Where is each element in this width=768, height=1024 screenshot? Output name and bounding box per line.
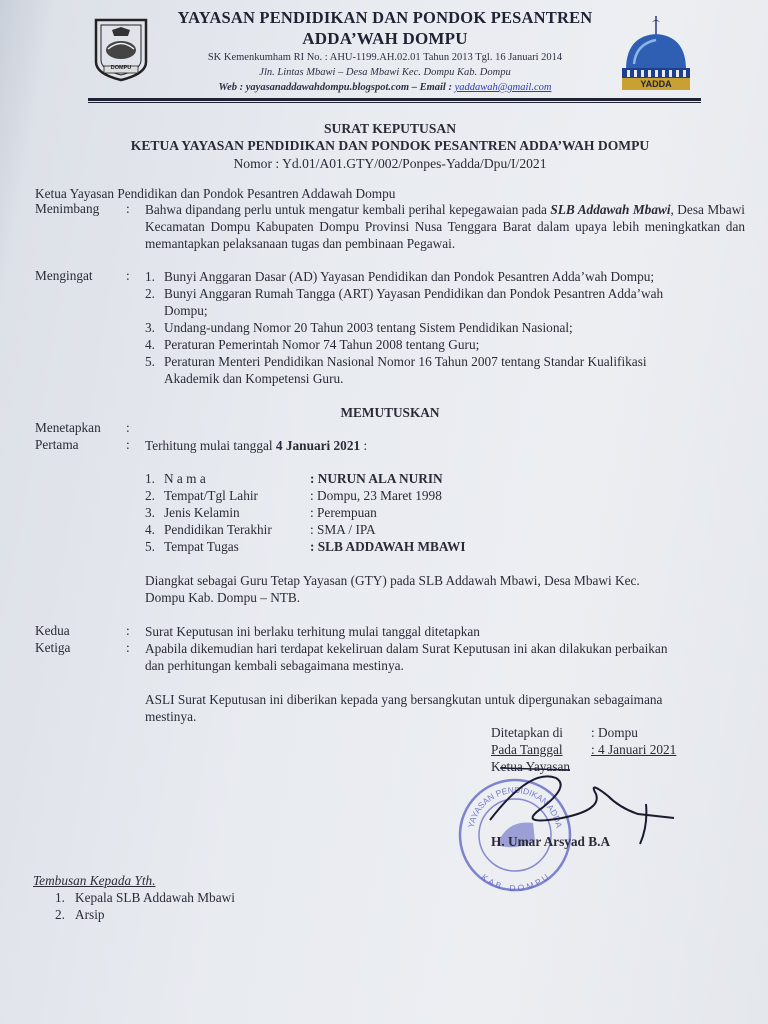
mengingat-item-2: Bunyi Anggaran Rumah Tangga (ART) Yayasan Pendidikan dan Pondok Pesantren Adda’wah — [164, 286, 664, 301]
pertama-text-pre: Terhitung mulai tanggal — [145, 438, 273, 453]
kedua-label: Kedua — [35, 623, 70, 638]
detail-key-ttl: Tempat/Tgl Lahir — [164, 488, 258, 503]
detail-no-5: 5. — [145, 539, 155, 554]
detail-value-nama: : NURUN ALA NURIN — [310, 471, 443, 486]
menimbang-text-post: , Desa Mbawi Kecamatan Dompu Kabupaten Dompu Provinsi Nusa Tenggara Barat dalam upaya lebih meningkatkan dan memantapkan pelaksanaan tugas dan pembinaan Pegawai. — [145, 202, 746, 251]
menetapkan-colon: : — [126, 420, 130, 435]
mengingat-item-5: Peraturan Menteri Pendidikan Nasional Nomor 16 Tahun 2007 tentang Standar Kualifikasi — [164, 354, 647, 369]
regency-emblem-icon — [92, 16, 150, 82]
ketiga-label: Ketiga — [35, 640, 71, 655]
tembusan-no-1: 1. — [55, 890, 65, 905]
diangkat-line2: Dompu Kab. Dompu – NTB. — [145, 590, 301, 605]
tembusan-title: Tembusan Kepada Yth. — [33, 873, 156, 888]
pertama-text-post: : — [360, 438, 368, 453]
diangkat-line1: Diangkat sebagai Guru Tetap Yayasan (GTY) pada SLB Addawah Mbawi, Desa Mbawi Kec. — [145, 573, 640, 588]
mengingat-item-3: Undang-undang Nomor 20 Tahun 2003 tentang Sistem Pendidikan Nasional; — [164, 320, 573, 335]
decree-title: SURAT KEPUTUSAN — [323, 121, 457, 136]
tanggal-label: Pada Tanggal — [491, 742, 563, 757]
detail-no-4: 4. — [145, 522, 155, 537]
right-logo — [616, 14, 696, 94]
mengingat-item-no-4: 4. — [145, 337, 155, 352]
memutuskan-heading: MEMUTUSKAN — [340, 405, 440, 420]
decree-subtitle: KETUA YAYASAN PENDIDIKAN DAN PONDOK PESANTREN ADDA’WAH DOMPU — [130, 138, 650, 153]
ketiga-line1: Apabila dikemudian hari terdapat kekeliruan dalam Surat Keputusan ini akan dilakukan perbaikan — [145, 641, 668, 656]
left-logo — [92, 16, 150, 82]
mengingat-label: Mengingat — [35, 268, 93, 283]
menimbang-colon: : — [126, 201, 130, 216]
mengingat-item-no-5: 5. — [145, 354, 155, 369]
letterhead-rule-thick — [88, 98, 701, 101]
asli-line2: mestinya. — [145, 709, 197, 724]
tembusan-item-1: Kepala SLB Addawah Mbawi — [75, 890, 235, 905]
svg-text:KAB. DOMPU — [479, 872, 550, 893]
detail-no-3: 3. — [145, 505, 155, 520]
menimbang-label: Menimbang — [35, 201, 100, 216]
web-label: Web : yayasanaddawahdompu.blogspot.com – Email : — [218, 82, 452, 93]
menetapkan-label: Menetapkan — [35, 420, 101, 435]
detail-value-workplace: : SLB ADDAWAH MBAWI — [310, 539, 466, 554]
detail-value-gender: : Perempuan — [310, 505, 377, 520]
kedua-colon: : — [126, 623, 130, 638]
detail-key-workplace: Tempat Tugas — [164, 539, 239, 554]
left-logo-caption: DOMPU — [110, 65, 132, 71]
mengingat-item-4: Peraturan Pemerintah Nomor 74 Tahun 2008 tentang Guru; — [164, 337, 480, 352]
letterhead-rule-thin — [88, 102, 701, 103]
stamp-text-top: YAYASAN PENDIDIKAN ADDA — [465, 784, 565, 829]
sk-registration: SK Kemenkumham RI No. : AHU-1199.AH.02.01 Tahun 2013 Tgl. 16 Januari 2014 — [207, 52, 563, 63]
right-logo-caption: YADDA — [640, 79, 672, 89]
menimbang-school-name: SLB Addawah Mbawi — [550, 202, 671, 217]
detail-key-gender: Jenis Kelamin — [164, 505, 240, 520]
pertama-colon: : — [126, 437, 130, 452]
pertama-label: Pertama — [35, 437, 79, 452]
pertama-date: 4 Januari 2021 — [275, 438, 361, 453]
tanggal-value: : 4 Januari 2021 — [591, 742, 677, 757]
ketiga-line2: dan perhitungan kembali sebagaimana mestinya. — [145, 658, 404, 673]
tembusan-no-2: 2. — [55, 907, 65, 922]
detail-value-ttl: : Dompu, 23 Maret 1998 — [310, 488, 442, 503]
signer-name: H. Umar Arsyad B.A — [491, 834, 611, 849]
web-email-line — [150, 82, 620, 93]
org-name-line1: YAYASAN PENDIDIKAN DAN PONDOK PESANTREN — [177, 8, 593, 27]
signer-role: Ketua Yayasan — [491, 759, 571, 774]
ditetapkan-value: : Dompu — [591, 725, 638, 740]
org-name-line2: ADDA’WAH DOMPU — [302, 29, 468, 48]
detail-key-nama: N a m a — [164, 471, 206, 486]
intro-line: Ketua Yayasan Pendidikan dan Pondok Pesantren Addawah Dompu — [35, 186, 396, 201]
menimbang-text — [145, 201, 745, 252]
mengingat-item-5-cont: Akademik dan Kompetensi Guru. — [164, 371, 344, 386]
pertama-text — [145, 437, 367, 454]
ditetapkan-label: Ditetapkan di — [491, 725, 564, 740]
mengingat-item-2-cont: Dompu; — [164, 303, 208, 318]
menimbang-text-pre: Bahwa dipandang perlu untuk mengatur kembali perihal kepegawaian pada — [145, 202, 547, 217]
mengingat-colon: : — [126, 268, 130, 283]
mengingat-item-no-2: 2. — [145, 286, 155, 301]
email-link[interactable]: yaddawah@gmail.com — [454, 82, 552, 93]
detail-value-education: : SMA / IPA — [310, 522, 376, 537]
tembusan-item-2: Arsip — [75, 907, 105, 922]
detail-no-2: 2. — [145, 488, 155, 503]
stamp-text-bottom: KAB. DOMPU — [479, 871, 551, 894]
address-line: Jln. Lintas Mbawi – Desa Mbawi Kec. Dompu Kab. Dompu — [259, 67, 511, 78]
ketiga-colon: : — [126, 640, 130, 655]
kedua-text: Surat Keputusan ini berlaku terhitung mulai tanggal ditetapkan — [145, 624, 480, 639]
mengingat-item-1: Bunyi Anggaran Dasar (AD) Yayasan Pendidikan dan Pondok Pesantren Adda’wah Dompu; — [164, 269, 655, 284]
asli-line1: ASLI Surat Keputusan ini diberikan kepada yang bersangkutan untuk dipergunakan sebagaimana — [145, 692, 663, 707]
mengingat-item-no-3: 3. — [145, 320, 155, 335]
decree-number: Nomor : Yd.01/A01.GTY/002/Ponpes-Yadda/Dpu/I/2021 — [233, 156, 547, 171]
detail-key-education: Pendidikan Terakhir — [164, 522, 272, 537]
mengingat-item-no-1: 1. — [145, 269, 155, 284]
detail-no-1: 1. — [145, 471, 155, 486]
